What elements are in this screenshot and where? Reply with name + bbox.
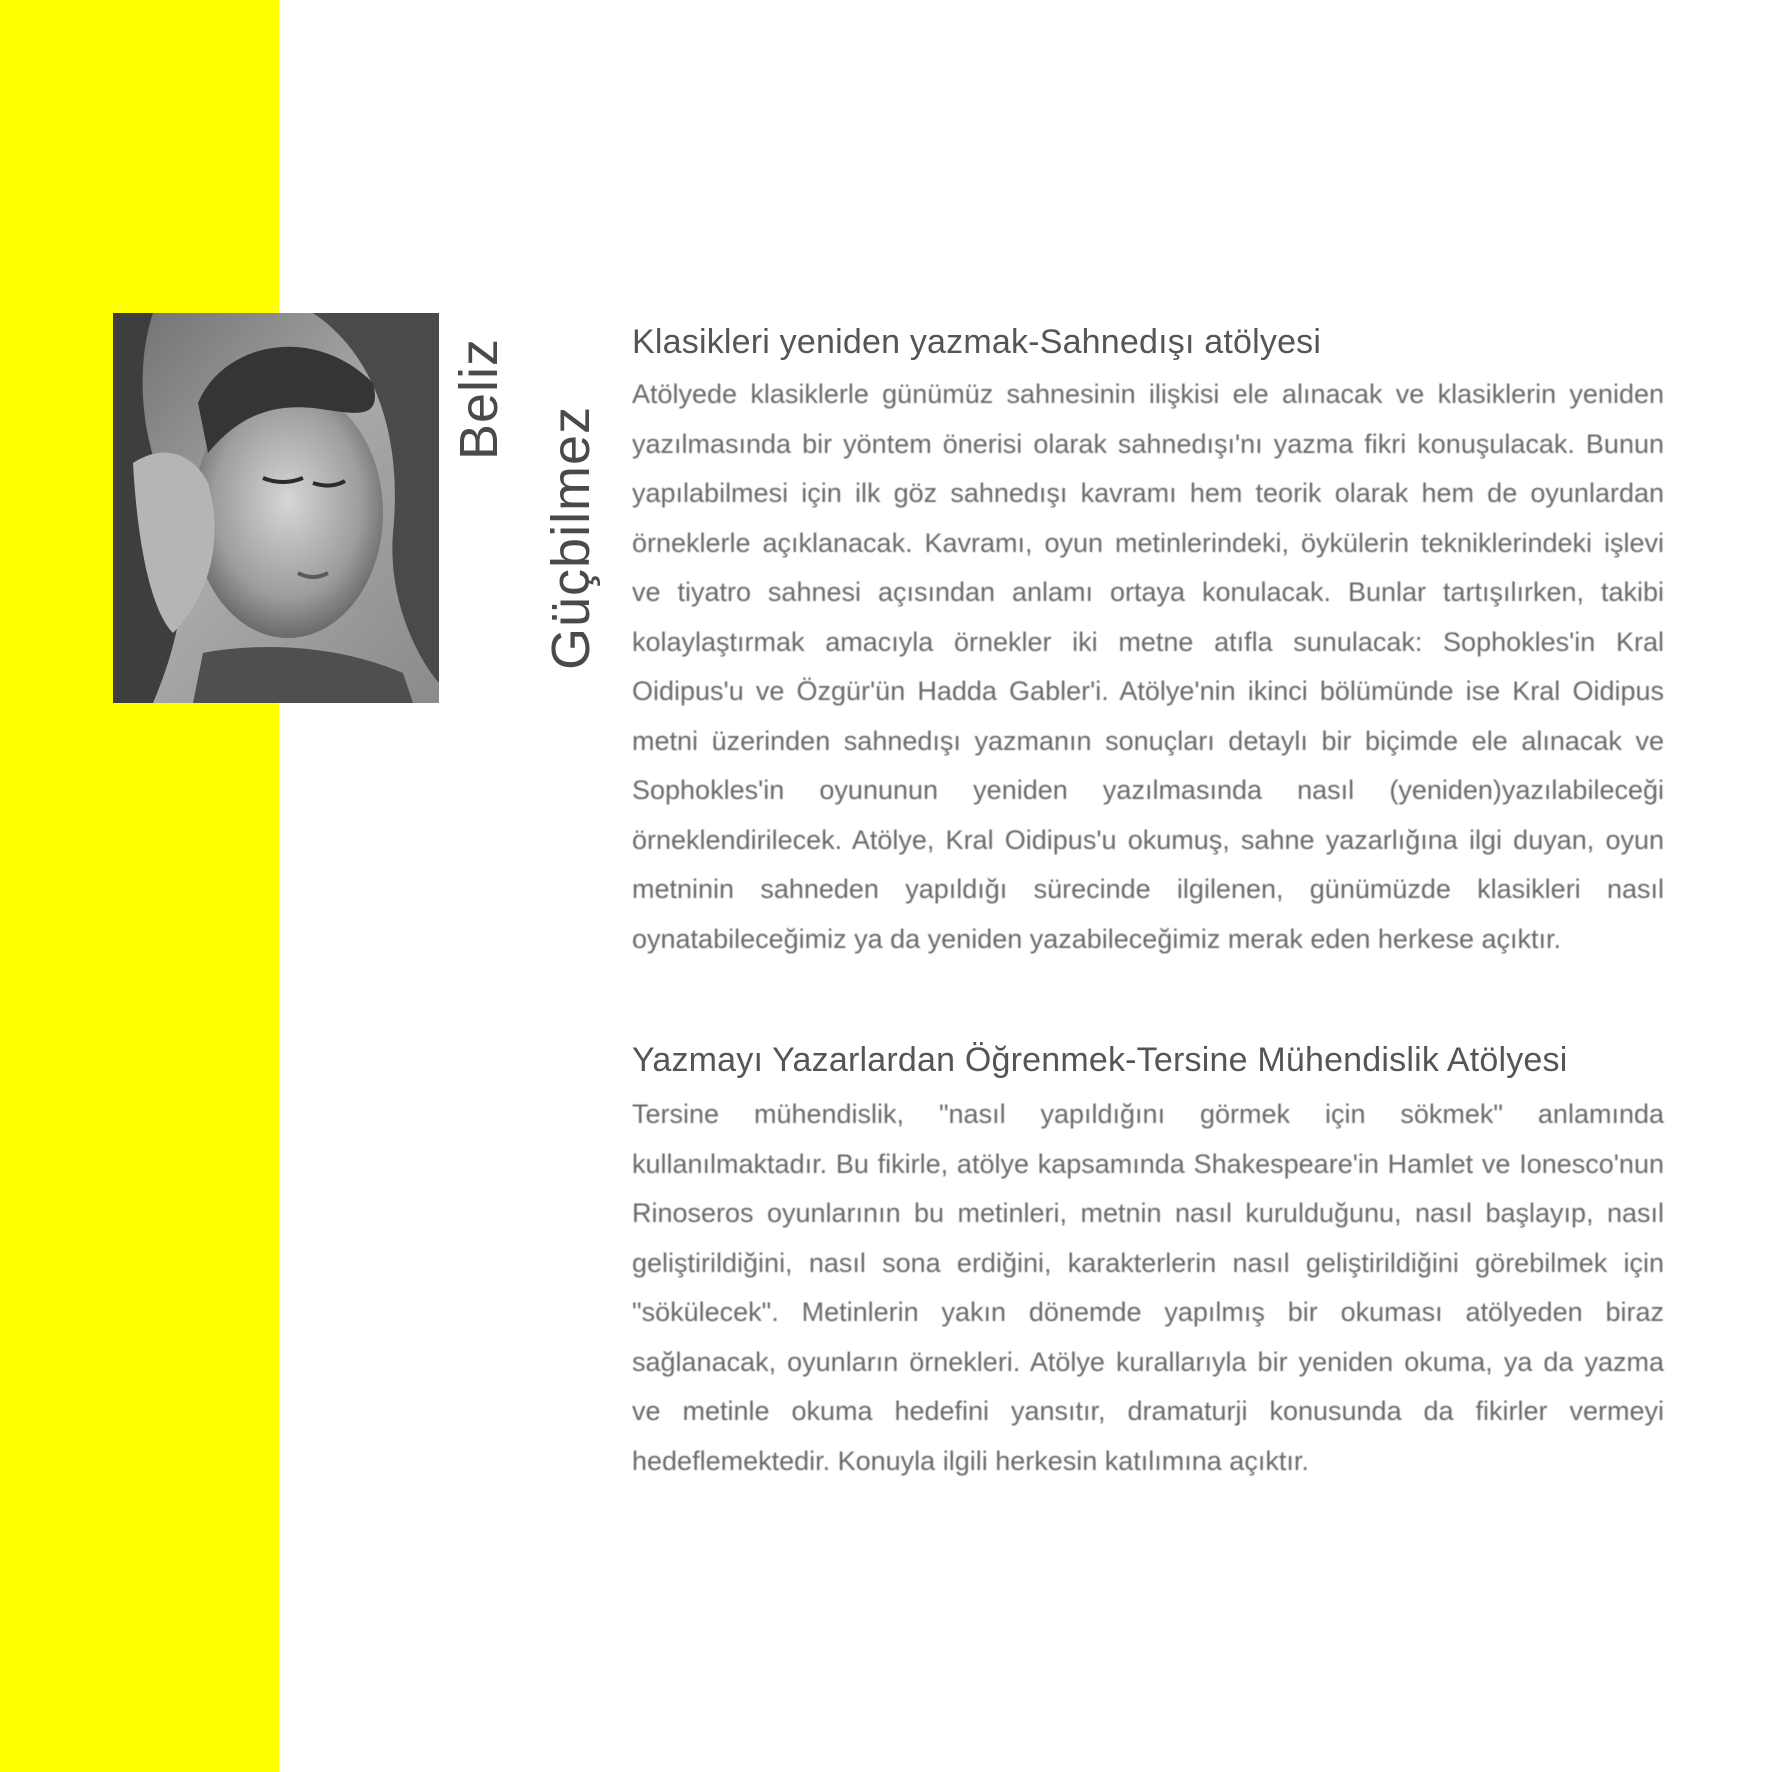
author-last-name: Güçbilmez bbox=[541, 405, 601, 670]
workshop-section-classics bbox=[632, 314, 1664, 964]
workshop-description: Atölyede klasiklerle günümüz sahnesinin ilişkisi ele alınacak ve klasiklerin yeniden yazılmasında bir yöntem önerisi olarak sahnedışı'nı yazma fikri konuşulacak. Bunun yapılabilmesi için ilk göz sahnedışı kavramı hem teorik olarak hem de oyunlardan örneklerle açıklanacak. Kavramı, oyun metinlerindeki, öykülerin tekniklerindeki işlevi ve tiyatro sahnesi açısından anlamı ortaya konulacak. Bunlar tartışılırken, takibi kolaylaştırmak amacıyla örnekler iki metne atıfla sunulacak: Sophokles'in Kral Oidipus'u ve Özgür'ün Hadda Gabler'i. Atölye'nin ikinci bölümünde ise Kral Oidipus metni üzerinden sahnedışı yazmanın sonuçları detaylı bir biçimde ele alınacak ve Sophokles'in oyununun yeniden yazılmasında nasıl (yeniden)yazılabileceği örneklendirilecek. Atölye, Kral Oidipus'u okumuş, sahne yazarlığına ilgi duyan, oyun metninin sahneden yapıldığı sürecinde ilgilenen, günümüzde klasikleri nasıl oynatabileceğimiz ya da yeniden yazabileceğimiz merak eden herkese açıktır. bbox=[632, 379, 1664, 954]
author-first-name: Beliz bbox=[449, 337, 509, 460]
author-portrait bbox=[113, 313, 439, 703]
workshop-title: Yazmayı Yazarlardan Öğrenmek-Tersine Mühendislik Atölyesi bbox=[632, 1041, 1568, 1079]
portrait-image bbox=[113, 313, 439, 703]
workshop-title: Klasikleri yeniden yazmak-Sahnedışı atölyesi bbox=[632, 323, 1322, 361]
workshop-section-reverse-engineering bbox=[632, 1030, 1664, 1486]
yellow-accent-band bbox=[0, 0, 279, 1772]
workshop-description: Tersine mühendislik, "nasıl yapıldığını görmek için sökmek" anlamında kullanılmaktadır. Bu fikirle, atölye kapsamında Shakespeare'in Hamlet ve Ionesco'nun Rinoseros oyunlarının bu metinleri, metnin nasıl kurulduğunu, nasıl başlayıp, nasıl geliştirildiğini, nasıl sona erdiğini, karakterlerin nasıl geliştirildiğini görebilmek için "sökülecek". Metinlerin yakın dönemde yapılmış bir okuması atölyeden biraz sağlanacak, oyunların örnekleri. Atölye kurallarıyla bir yeniden okuma, ya da yazma ve metinle okuma hedefini yansıtır, dramaturji konusunda da fikirler vermeyi hedeflemektedir. Konuyla ilgili herkesin katılımına açıktır. bbox=[632, 1099, 1664, 1476]
